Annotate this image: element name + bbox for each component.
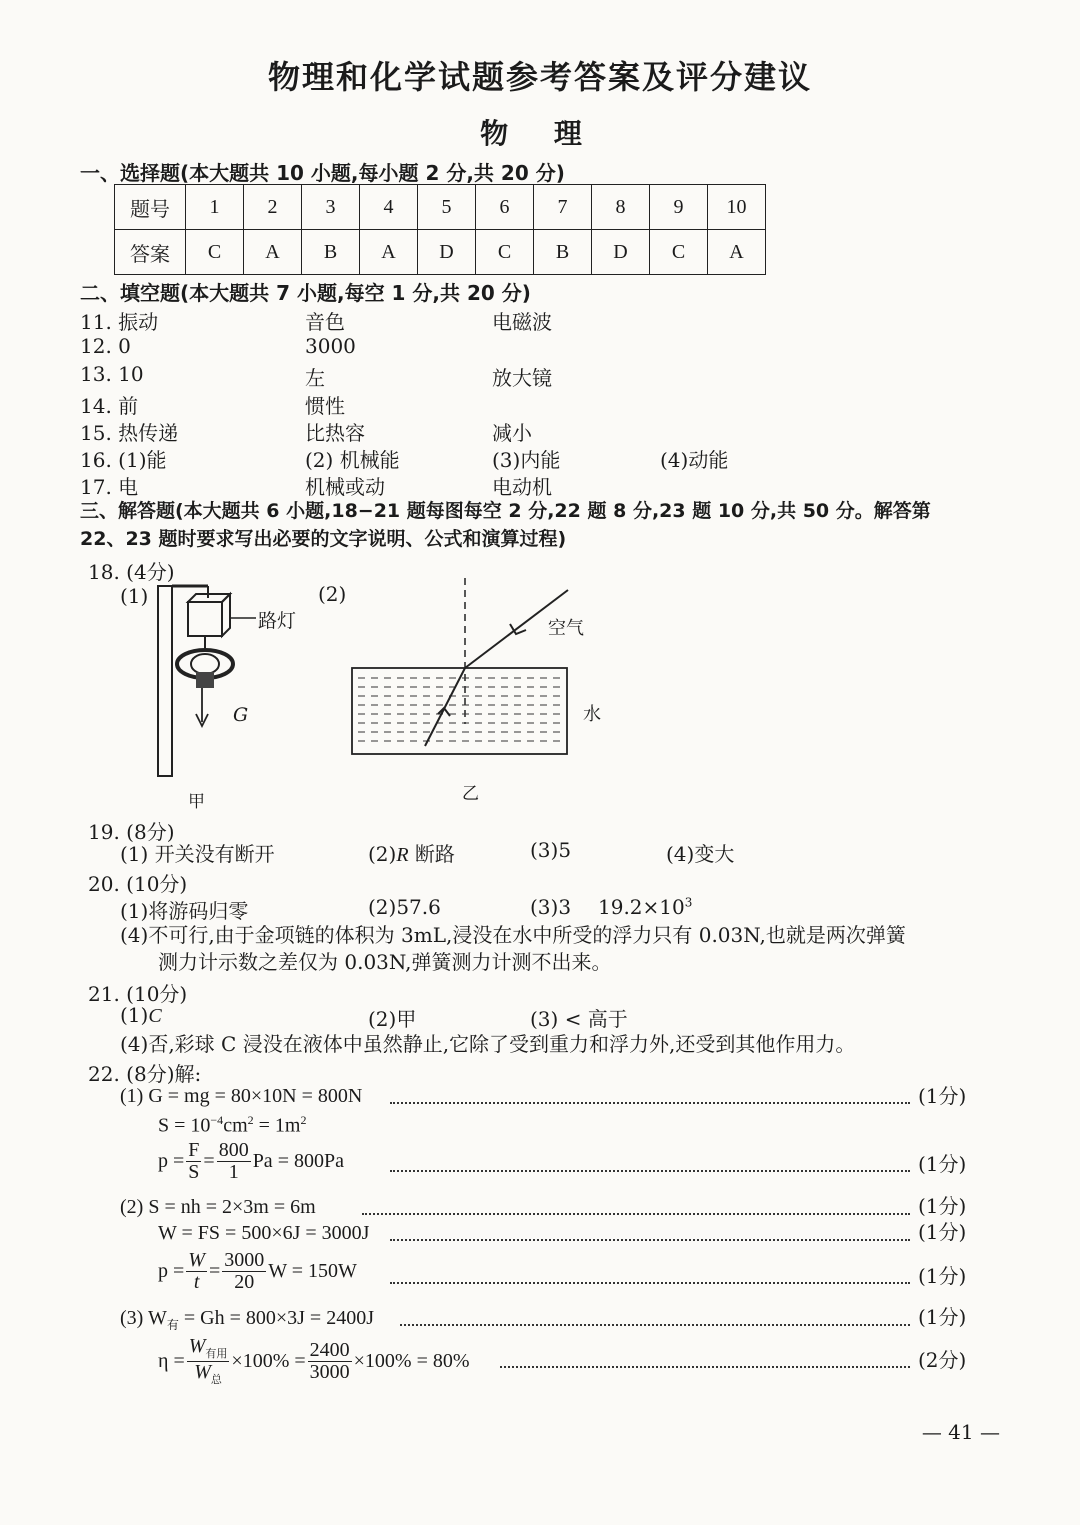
question-number-cell: 2: [244, 185, 302, 230]
score-mark: (1分): [918, 1264, 967, 1288]
question-number-cell: 6: [476, 185, 534, 230]
score-mark: (1分): [918, 1084, 967, 1108]
q22-step-work: W = FS = 500×6J = 3000J: [158, 1222, 370, 1244]
q20-answer-3-density: $19.2\times 10^3$: [598, 895, 693, 919]
score-leader-dots: [390, 1239, 910, 1241]
question-number-cell: 7: [534, 185, 592, 230]
fill-answer-col2: 左: [305, 366, 325, 390]
q22-step-area: $S = 10^{-4}cm^2 = 1m^2$: [158, 1113, 307, 1137]
question-number-cell: 5: [418, 185, 476, 230]
q21-answer-3: (3) < 高于: [530, 1007, 628, 1031]
q19-answer-3: (3)5: [530, 838, 572, 862]
answer-cell: B: [534, 230, 592, 275]
q22-step-gravity: (1) G = mg = 80×10N = 800N: [120, 1085, 363, 1107]
fraction: $\frac{800}{1}$: [218, 1139, 249, 1183]
fraction: $\frac{F}{S}$: [188, 1139, 200, 1183]
q20-answer-1: (1)将游码归零: [120, 899, 249, 923]
q20-answer-4-line2: 测力计示数之差仅为 0.03N,弹簧测力计测不出来。: [158, 950, 612, 974]
fill-answer-col2: 比热容: [305, 421, 365, 445]
fill-answer-col1: 15. 热传递: [80, 421, 179, 445]
fill-answer-col1: 17. 电: [80, 475, 139, 499]
answer-table-answer-row: [115, 230, 766, 275]
q22-step-pressure: p = $\frac{F}{S}$ = $\frac{800}{1}$ Pa = 800Pa: [158, 1139, 344, 1183]
score-leader-dots: [390, 1102, 910, 1104]
q20-answer-3: (3)3: [530, 895, 572, 919]
q22-step-power: p = $\frac{W}{t}$ = $\frac{3000}{20}$ W = 150W: [158, 1249, 357, 1293]
fraction: $\frac{W_{有用}}{W_总}$: [188, 1335, 228, 1386]
water-label: 水: [583, 704, 601, 725]
q21-answer-1: (1)C: [120, 1003, 162, 1027]
q19-label: 19. (8分): [88, 820, 175, 844]
answer-cell: B: [302, 230, 360, 275]
score-mark: (2分): [918, 1348, 967, 1372]
lamp-pole: [158, 586, 172, 776]
fill-answer-col2: 机械或动: [305, 475, 385, 499]
score-leader-dots: [400, 1324, 910, 1326]
score-leader-dots: [362, 1213, 910, 1215]
q19-answer-1: (1) 开关没有断开: [120, 842, 275, 866]
score-leader-dots: [390, 1170, 910, 1172]
refracted-ray: [425, 668, 465, 746]
air-label: 空气: [548, 618, 584, 639]
score-leader-dots: [390, 1282, 910, 1284]
street-lamp-label: 路灯: [258, 610, 297, 632]
answer-cell: A: [360, 230, 418, 275]
q22-step-useful-work: (3) $W_有 = Gh = 800\times 3J = 2400J$: [120, 1307, 374, 1332]
answer-cell: A: [244, 230, 302, 275]
answer-table-header-answer: 答案: [115, 230, 186, 275]
fill-answer-col1: 14. 前: [80, 394, 139, 418]
answer-cell: C: [186, 230, 244, 275]
score-mark: (1分): [918, 1152, 967, 1176]
fill-answer-col1: 16. (1)能: [80, 448, 167, 472]
figure-caption-jia: 甲: [188, 792, 205, 812]
gravity-label: G: [233, 704, 249, 726]
q21-answer-4: (4)否,彩球 C 浸没在液体中虽然静止,它除了受到重力和浮力外,还受到其他作用力。: [120, 1032, 856, 1056]
fill-answer-col3: 减小: [492, 421, 532, 445]
answer-table-number-row: [115, 185, 766, 230]
fill-answer-col3: 放大镜: [492, 366, 552, 390]
figure-caption-yi: 乙: [462, 784, 479, 804]
section3-heading-line1: 三、解答题(本大题共 6 小题,18−21 题每图每空 2 分,22 题 8 分,23 题 10 分,共 50 分。解答第: [80, 500, 931, 522]
score-mark: (1分): [918, 1220, 967, 1244]
q22-step-distance: (2) S = nh = 2×3m = 6m: [120, 1196, 316, 1218]
q21-answer-2: (2)甲: [368, 1007, 417, 1031]
section2-heading: 二、填空题(本大题共 7 小题,每空 1 分,共 20 分): [80, 281, 531, 305]
fraction: $\frac{2400}{3000}$: [309, 1338, 350, 1383]
section1-heading: 一、选择题(本大题共 10 小题,每小题 2 分,共 20 分): [80, 161, 565, 185]
subject-title: 物 理: [480, 117, 600, 150]
q20-answer-4-line1: (4)不可行,由于金项链的体积为 3mL,浸没在水中所受的浮力只有 0.03N,也就是两次弹簧: [120, 923, 906, 947]
question-number-cell: 3: [302, 185, 360, 230]
fraction: $\frac{W}{t}$: [188, 1249, 205, 1293]
fill-answer-col1: 11. 振动: [80, 310, 159, 334]
q22-step-efficiency: η = $\frac{W_{有用}}{W_总}$ ×100% = $\frac{2400}{3000}$ ×100% = 80%: [158, 1335, 470, 1386]
fraction: $\frac{3000}{20}$: [224, 1249, 265, 1293]
fill-answer-col3: 电磁波: [492, 310, 552, 334]
page-number: — 41 —: [921, 1420, 1000, 1444]
question-number-cell: 4: [360, 185, 418, 230]
fill-answer-col2: 惯性: [305, 394, 345, 418]
q19-answer-4: (4)变大: [666, 842, 735, 866]
score-leader-dots: [500, 1366, 910, 1368]
q19-answer-2: (2)R 断路: [368, 842, 455, 866]
q20-label: 20. (10分): [88, 872, 188, 896]
section3-heading-line2: 22、23 题时要求写出必要的文字说明、公式和演算过程): [80, 528, 567, 550]
score-mark: (1分): [918, 1305, 967, 1329]
answer-cell: D: [418, 230, 476, 275]
q18-part1-label: (1): [120, 584, 149, 608]
q18-label: 18. (4分): [88, 560, 175, 584]
fill-answer-col3: (3)内能: [492, 448, 561, 472]
question-number-cell: 10: [708, 185, 766, 230]
answer-cell: A: [708, 230, 766, 275]
question-number-cell: 1: [186, 185, 244, 230]
q21-label: 21. (10分): [88, 982, 188, 1006]
refraction-diagram: [340, 574, 590, 774]
fill-answer-col2: 音色: [305, 310, 345, 334]
fill-answer-col1: 12. 0: [80, 334, 131, 358]
question-number-cell: 9: [650, 185, 708, 230]
q20-answer-2: (2)57.6: [368, 895, 441, 919]
question-number-cell: 8: [592, 185, 650, 230]
fill-answer-col2: (2) 机械能: [305, 448, 400, 472]
answer-cell: C: [650, 230, 708, 275]
answer-cell: C: [476, 230, 534, 275]
fill-answer-col4: (4)动能: [660, 448, 729, 472]
fill-answer-col2: 3000: [305, 334, 356, 358]
fill-answer-col1: 13. 10: [80, 362, 144, 386]
answer-table-header-number: 题号: [115, 185, 186, 230]
fill-answer-col3: 电动机: [492, 475, 552, 499]
q22-label: 22. (8分)解:: [88, 1062, 202, 1086]
answer-table: [114, 184, 766, 275]
q18-part2-label: (2): [318, 582, 347, 606]
score-mark: (1分): [918, 1194, 967, 1218]
answer-cell: D: [592, 230, 650, 275]
page-title: 物理和化学试题参考答案及评分建议: [267, 58, 812, 96]
